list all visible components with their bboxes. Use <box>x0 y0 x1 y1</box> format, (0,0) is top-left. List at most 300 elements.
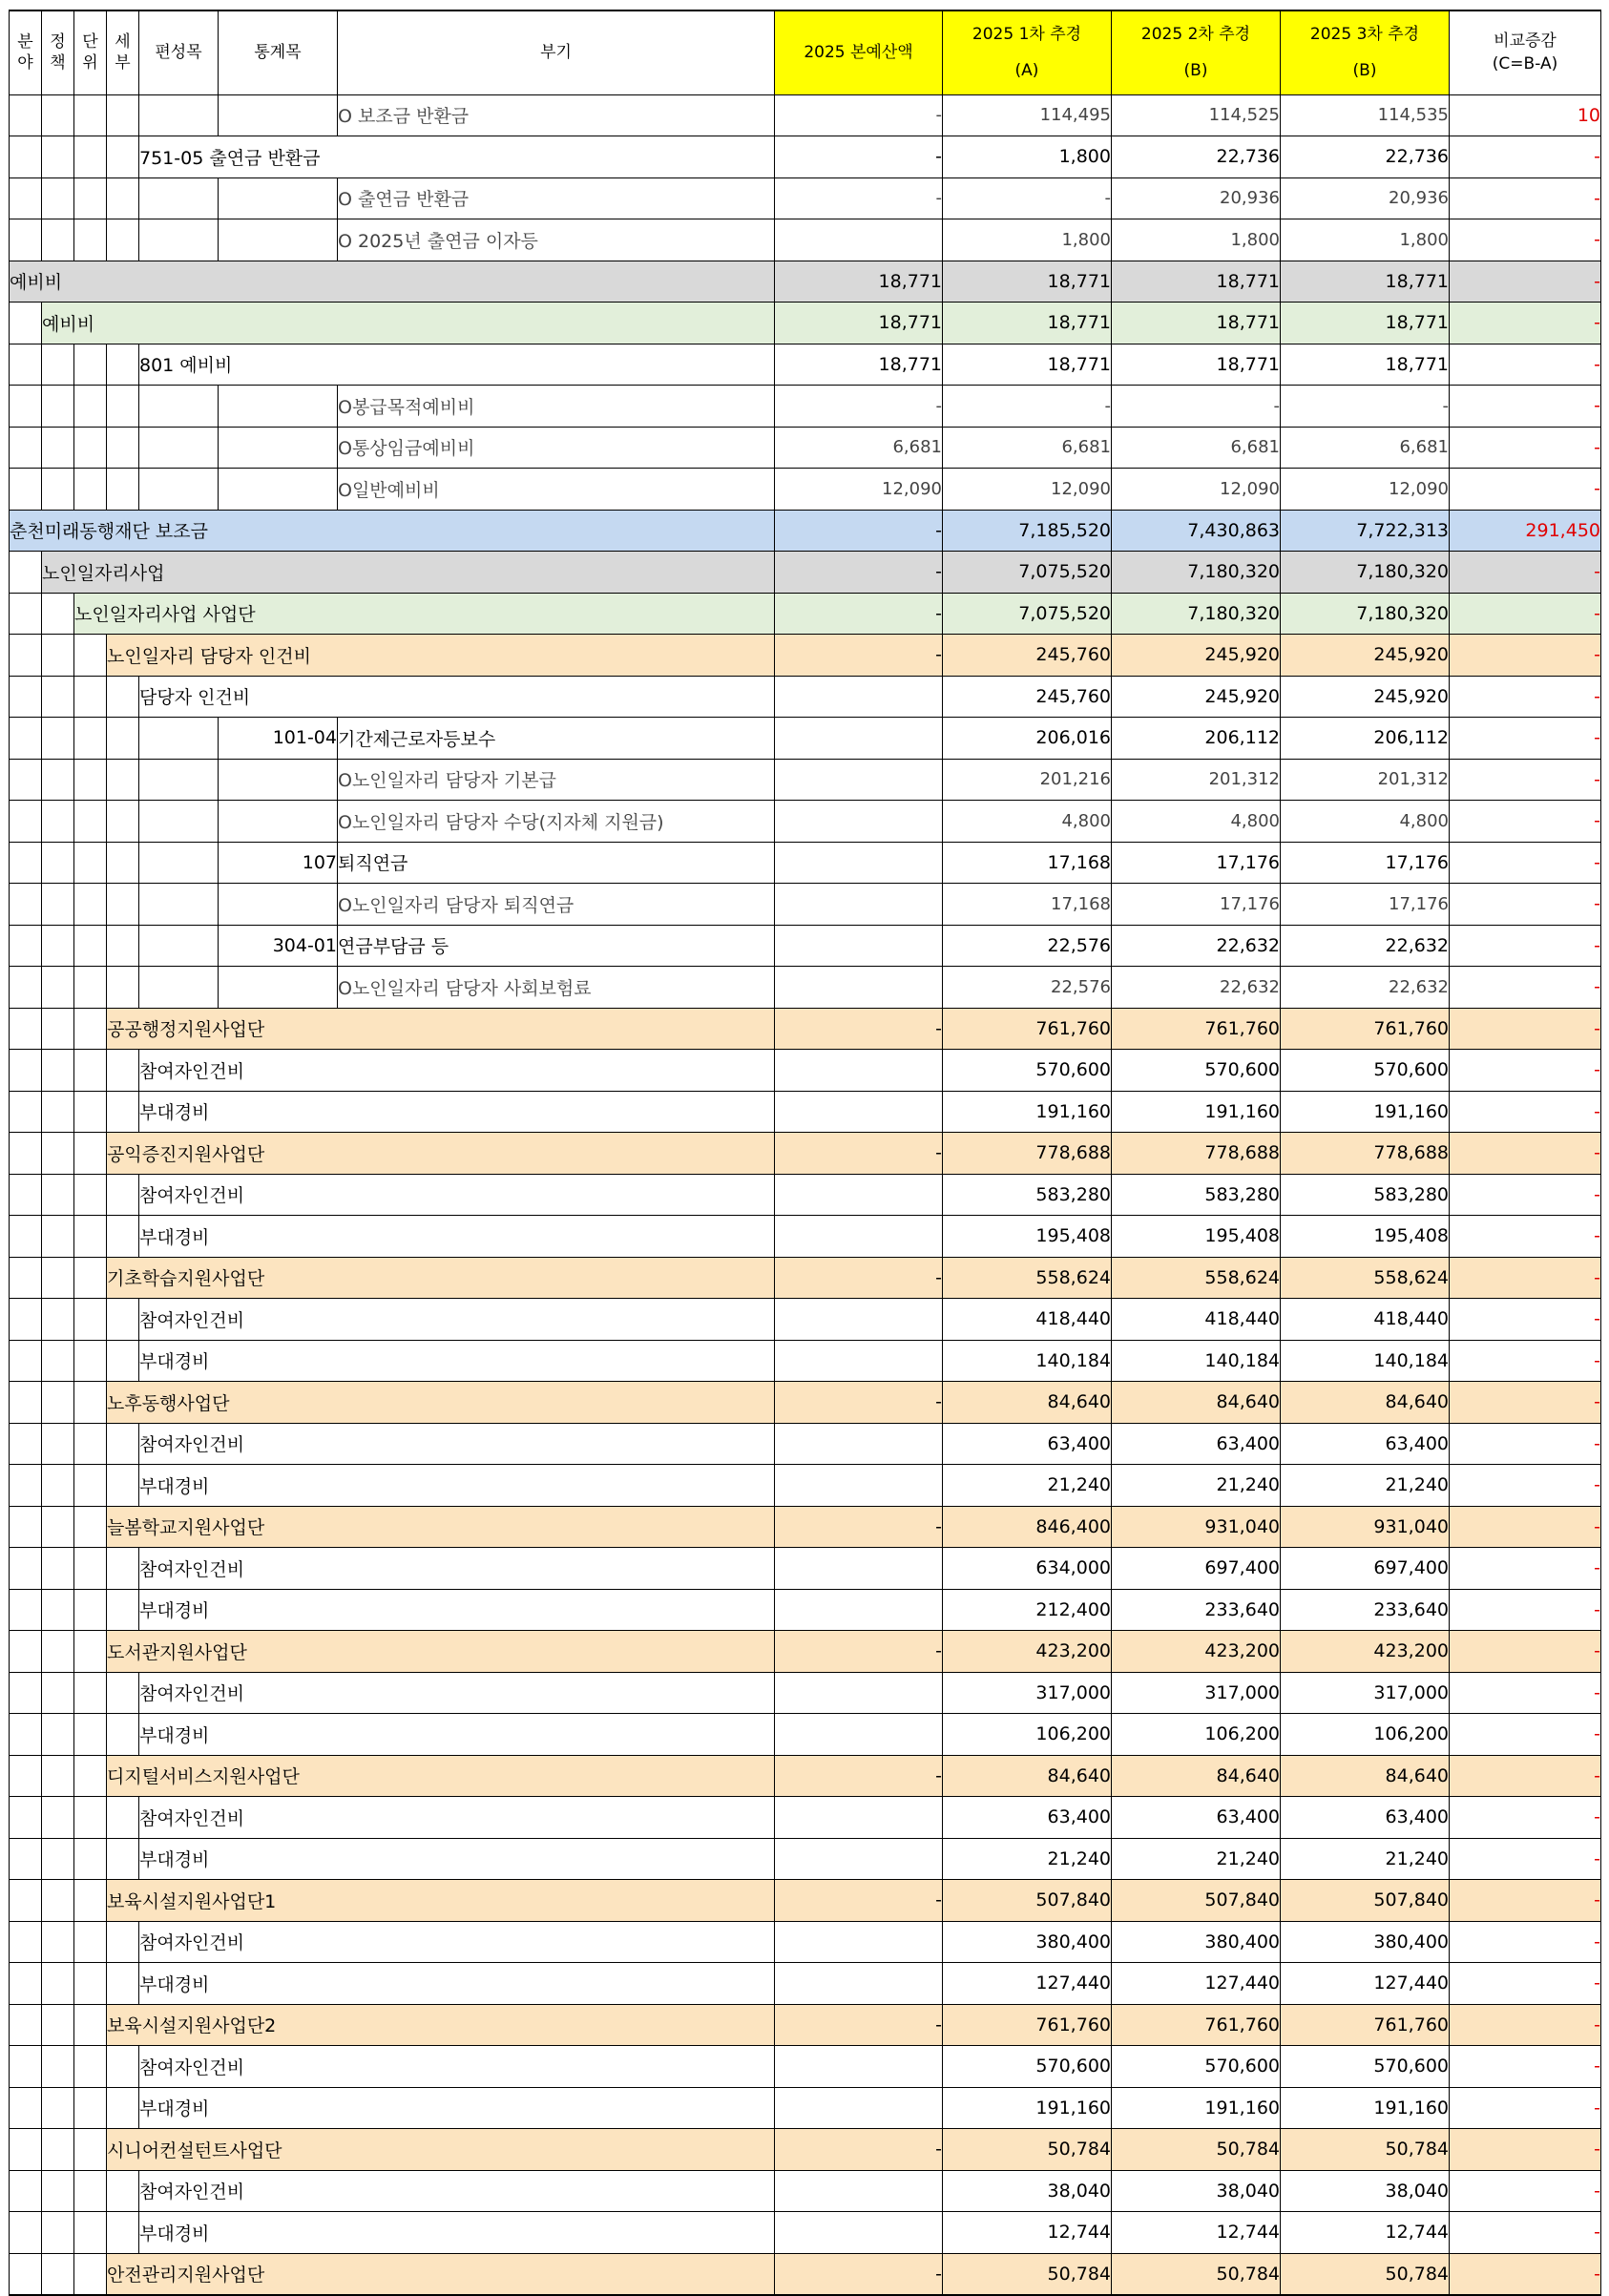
table-row <box>10 219 1601 261</box>
item-label-cell: O 2025년 출연금 이자등 <box>338 219 775 261</box>
indent-cell <box>42 1465 74 1507</box>
indent-cell <box>42 1672 74 1714</box>
supp-3-cell: 21,240 <box>1281 1838 1450 1880</box>
indent-cell <box>219 759 338 801</box>
indent-cell <box>139 94 219 136</box>
indent-cell <box>10 469 42 511</box>
indent-cell <box>10 2212 42 2254</box>
indent-cell <box>107 1216 139 1258</box>
item-label-cell: O노인일자리 담당자 사회보험료 <box>338 967 775 1009</box>
table-row <box>10 1880 1601 1922</box>
supp-2-cell: 4,800 <box>1112 801 1281 843</box>
table-row <box>10 884 1601 926</box>
base-budget-cell <box>775 842 943 884</box>
base-budget-cell <box>775 1299 943 1341</box>
item-label-cell: 부대경비 <box>139 1589 775 1631</box>
indent-cell <box>74 1548 107 1590</box>
indent-cell <box>107 1465 139 1507</box>
indent-cell <box>74 759 107 801</box>
indent-cell <box>42 1257 74 1299</box>
base-budget-cell <box>775 967 943 1009</box>
supp-1-cell: 106,200 <box>943 1714 1112 1756</box>
indent-cell <box>107 1589 139 1631</box>
indent-cell <box>107 177 139 219</box>
indent-cell <box>42 1133 74 1175</box>
indent-cell <box>42 1838 74 1880</box>
indent-cell <box>42 427 74 469</box>
base-budget-cell <box>775 1465 943 1507</box>
table-row <box>10 1257 1601 1299</box>
indent-cell <box>219 967 338 1009</box>
table-row <box>10 1797 1601 1839</box>
table-row <box>10 1755 1601 1797</box>
supp-2-cell: 423,200 <box>1112 1631 1281 1673</box>
supp-2-cell: 761,760 <box>1112 1008 1281 1050</box>
supp-3-cell: 84,640 <box>1281 1382 1450 1424</box>
table-row <box>10 925 1601 967</box>
supp-3-cell: 201,312 <box>1281 759 1450 801</box>
table-row <box>10 2129 1601 2171</box>
indent-cell <box>107 884 139 926</box>
indent-cell <box>10 2129 42 2171</box>
indent-cell <box>107 1921 139 1963</box>
indent-cell <box>10 1174 42 1216</box>
indent-cell <box>42 1174 74 1216</box>
comparison-cell: - <box>1450 1506 1601 1548</box>
supp-3-cell: 7,180,320 <box>1281 593 1450 635</box>
indent-cell <box>42 801 74 843</box>
item-label-cell: 공익증진지원사업단 <box>107 1133 775 1175</box>
item-label-cell: 춘천미래동행재단 보조금 <box>10 510 775 552</box>
indent-cell <box>74 842 107 884</box>
indent-cell <box>107 2212 139 2254</box>
item-label-cell: O 출연금 반환금 <box>338 177 775 219</box>
supp-1-cell: 212,400 <box>943 1589 1112 1631</box>
indent-cell <box>10 1880 42 1922</box>
header-policy: 정책 <box>42 10 74 94</box>
supp-3-cell: - <box>1281 386 1450 428</box>
indent-cell <box>139 801 219 843</box>
base-budget-cell <box>775 1921 943 1963</box>
indent-cell <box>107 718 139 760</box>
supp-2-cell: 114,525 <box>1112 94 1281 136</box>
base-budget-cell <box>775 1714 943 1756</box>
base-budget-cell <box>775 2087 943 2129</box>
item-label-cell: O통상임금예비비 <box>338 427 775 469</box>
table-row <box>10 136 1601 178</box>
item-label-cell: 부대경비 <box>139 1838 775 1880</box>
stat-code-cell: 101-04 <box>219 718 338 760</box>
supp-3-cell: 317,000 <box>1281 1672 1450 1714</box>
header-supp-1: 2025 1차 추경 (A) <box>943 10 1112 94</box>
indent-cell <box>10 1963 42 2005</box>
indent-cell <box>74 2087 107 2129</box>
supp-3-cell: 12,090 <box>1281 469 1450 511</box>
base-budget-cell: 18,771 <box>775 303 943 344</box>
supp-1-cell: 317,000 <box>943 1672 1112 1714</box>
indent-cell <box>10 1672 42 1714</box>
table-row <box>10 1672 1601 1714</box>
table-row <box>10 1714 1601 1756</box>
comparison-cell: - <box>1450 1465 1601 1507</box>
indent-cell <box>42 635 74 677</box>
indent-cell <box>107 1091 139 1133</box>
table-row <box>10 261 1601 303</box>
item-label-cell: O노인일자리 담당자 퇴직연금 <box>338 884 775 926</box>
supp-3-cell: 583,280 <box>1281 1174 1450 1216</box>
indent-cell <box>74 1133 107 1175</box>
comparison-cell: - <box>1450 2212 1601 2254</box>
indent-cell <box>10 801 42 843</box>
base-budget-cell: - <box>775 1008 943 1050</box>
indent-cell <box>10 1506 42 1548</box>
supp-2-cell: 18,771 <box>1112 303 1281 344</box>
comparison-cell: - <box>1450 1589 1601 1631</box>
comparison-cell: - <box>1450 1382 1601 1424</box>
comparison-cell: - <box>1450 718 1601 760</box>
supp-2-cell: 418,440 <box>1112 1299 1281 1341</box>
supp-3-cell: 423,200 <box>1281 1631 1450 1673</box>
item-label-cell: 공공행정지원사업단 <box>107 1008 775 1050</box>
item-label-cell: 참여자인건비 <box>139 2046 775 2088</box>
supp-3-cell: 22,632 <box>1281 967 1450 1009</box>
supp-3-cell: 206,112 <box>1281 718 1450 760</box>
comparison-cell: - <box>1450 1755 1601 1797</box>
indent-cell <box>42 1714 74 1756</box>
supp-3-cell: 114,535 <box>1281 94 1450 136</box>
indent-cell <box>10 718 42 760</box>
supp-3-cell: 4,800 <box>1281 801 1450 843</box>
indent-cell <box>219 94 338 136</box>
supp-2-cell: 191,160 <box>1112 1091 1281 1133</box>
comparison-cell: - <box>1450 676 1601 718</box>
comparison-cell: - <box>1450 1299 1601 1341</box>
supp-3-cell: 84,640 <box>1281 1755 1450 1797</box>
supp-2-cell: 22,632 <box>1112 967 1281 1009</box>
supp-1-cell: 127,440 <box>943 1963 1112 2005</box>
supp-2-cell: 245,920 <box>1112 635 1281 677</box>
supp-2-cell: 7,180,320 <box>1112 593 1281 635</box>
supp-3-cell: 245,920 <box>1281 635 1450 677</box>
comparison-cell: - <box>1450 427 1601 469</box>
indent-cell <box>10 1091 42 1133</box>
indent-cell <box>74 1589 107 1631</box>
base-budget-cell: - <box>775 2129 943 2171</box>
indent-cell <box>139 177 219 219</box>
supp-1-cell: 18,771 <box>943 344 1112 386</box>
base-budget-cell: - <box>775 94 943 136</box>
item-label-cell: 보육시설지원사업단2 <box>107 2004 775 2046</box>
indent-cell <box>107 219 139 261</box>
item-label-cell: 노후동행사업단 <box>107 1382 775 1424</box>
indent-cell <box>10 1589 42 1631</box>
supp-1-cell: 570,600 <box>943 1050 1112 1092</box>
supp-3-cell: 63,400 <box>1281 1797 1450 1839</box>
item-label-cell: 참여자인건비 <box>139 1050 775 1092</box>
supp-2-cell: 84,640 <box>1112 1755 1281 1797</box>
supp-2-cell: 558,624 <box>1112 1257 1281 1299</box>
indent-cell <box>10 1133 42 1175</box>
item-label-cell: O노인일자리 담당자 수당(지자체 지원금) <box>338 801 775 843</box>
supp-2-cell: 507,840 <box>1112 1880 1281 1922</box>
indent-cell <box>42 759 74 801</box>
indent-cell <box>219 801 338 843</box>
indent-cell <box>74 2253 107 2295</box>
comparison-cell: - <box>1450 884 1601 926</box>
comparison-cell: - <box>1450 177 1601 219</box>
item-label-cell: 부대경비 <box>139 2087 775 2129</box>
indent-cell <box>74 469 107 511</box>
indent-cell <box>107 2170 139 2212</box>
indent-cell <box>107 136 139 178</box>
supp-1-cell: 12,090 <box>943 469 1112 511</box>
indent-cell <box>10 1465 42 1507</box>
comparison-cell: - <box>1450 219 1601 261</box>
indent-cell <box>74 2004 107 2046</box>
indent-cell <box>139 386 219 428</box>
indent-cell <box>107 1050 139 1092</box>
supp-1-cell: 63,400 <box>943 1423 1112 1465</box>
supp-2-cell: 50,784 <box>1112 2253 1281 2295</box>
supp-1-cell: 18,771 <box>943 303 1112 344</box>
supp-2-cell: 6,681 <box>1112 427 1281 469</box>
table-row <box>10 2170 1601 2212</box>
table-row <box>10 1548 1601 1590</box>
base-budget-cell <box>775 1589 943 1631</box>
supp-2-cell: 63,400 <box>1112 1423 1281 1465</box>
supp-2-cell: 20,936 <box>1112 177 1281 219</box>
indent-cell <box>74 884 107 926</box>
indent-cell <box>10 1423 42 1465</box>
base-budget-cell <box>775 925 943 967</box>
supp-1-cell: 63,400 <box>943 1797 1112 1839</box>
indent-cell <box>74 386 107 428</box>
indent-cell <box>42 177 74 219</box>
supp-1-cell: 570,600 <box>943 2046 1112 2088</box>
comparison-cell: - <box>1450 1672 1601 1714</box>
supp-2-cell: 17,176 <box>1112 884 1281 926</box>
indent-cell <box>10 1714 42 1756</box>
stat-code-cell: 107 <box>219 842 338 884</box>
indent-cell <box>107 1797 139 1839</box>
comparison-cell: - <box>1450 801 1601 843</box>
comparison-cell: - <box>1450 1423 1601 1465</box>
base-budget-cell: - <box>775 593 943 635</box>
indent-cell <box>74 1382 107 1424</box>
base-budget-cell: - <box>775 635 943 677</box>
indent-cell <box>10 177 42 219</box>
indent-cell <box>107 1963 139 2005</box>
table-row <box>10 1465 1601 1507</box>
base-budget-cell: - <box>775 386 943 428</box>
base-budget-cell: - <box>775 1382 943 1424</box>
comparison-cell: - <box>1450 635 1601 677</box>
budget-table-wrapper <box>9 10 1601 2296</box>
supp-2-cell: 63,400 <box>1112 1797 1281 1839</box>
indent-cell <box>107 2046 139 2088</box>
table-row <box>10 177 1601 219</box>
indent-cell <box>74 136 107 178</box>
indent-cell <box>42 219 74 261</box>
base-budget-cell <box>775 2212 943 2254</box>
indent-cell <box>74 1008 107 1050</box>
supp-1-cell: 50,784 <box>943 2129 1112 2171</box>
table-row <box>10 967 1601 1009</box>
item-label-cell: 참여자인건비 <box>139 1548 775 1590</box>
indent-cell <box>139 842 219 884</box>
supp-2-cell: 18,771 <box>1112 261 1281 303</box>
base-budget-cell <box>775 1963 943 2005</box>
supp-1-cell: 191,160 <box>943 1091 1112 1133</box>
supp-2-cell: - <box>1112 386 1281 428</box>
supp-3-cell: 570,600 <box>1281 2046 1450 2088</box>
indent-cell <box>42 1299 74 1341</box>
item-label-cell: 늘봄학교지원사업단 <box>107 1506 775 1548</box>
comparison-cell: - <box>1450 1133 1601 1175</box>
item-label-cell: O일반예비비 <box>338 469 775 511</box>
base-budget-cell: - <box>775 136 943 178</box>
indent-cell <box>74 1299 107 1341</box>
supp-3-cell: 570,600 <box>1281 1050 1450 1092</box>
indent-cell <box>139 427 219 469</box>
comparison-cell: - <box>1450 1797 1601 1839</box>
table-row <box>10 1050 1601 1092</box>
indent-cell <box>74 1050 107 1092</box>
item-label-cell: 퇴직연금 <box>338 842 775 884</box>
supp-2-cell: 761,760 <box>1112 2004 1281 2046</box>
item-label-cell: 기간제근로자등보수 <box>338 718 775 760</box>
comparison-cell: - <box>1450 2253 1601 2295</box>
indent-cell <box>42 2004 74 2046</box>
indent-cell <box>139 967 219 1009</box>
item-label-cell: 보육시설지원사업단1 <box>107 1880 775 1922</box>
header-supp-3: 2025 3차 추경 (B) <box>1281 10 1450 94</box>
supp-1-cell: 6,681 <box>943 427 1112 469</box>
table-row <box>10 427 1601 469</box>
supp-3-cell: 418,440 <box>1281 1299 1450 1341</box>
indent-cell <box>107 801 139 843</box>
supp-2-cell: 570,600 <box>1112 2046 1281 2088</box>
indent-cell <box>42 1050 74 1092</box>
item-label-cell: 예비비 <box>10 261 775 303</box>
item-label-cell: 노인일자리사업 <box>42 552 775 594</box>
supp-2-cell: 22,736 <box>1112 136 1281 178</box>
table-row <box>10 1631 1601 1673</box>
indent-cell <box>10 427 42 469</box>
supp-3-cell: 507,840 <box>1281 1880 1450 1922</box>
header-supp-2: 2025 2차 추경 (B) <box>1112 10 1281 94</box>
base-budget-cell <box>775 676 943 718</box>
supp-3-cell: 127,440 <box>1281 1963 1450 2005</box>
indent-cell <box>42 2129 74 2171</box>
indent-cell <box>219 177 338 219</box>
indent-cell <box>42 1506 74 1548</box>
supp-3-cell: 12,744 <box>1281 2212 1450 2254</box>
comparison-cell: - <box>1450 967 1601 1009</box>
indent-cell <box>107 469 139 511</box>
supp-2-cell: 106,200 <box>1112 1714 1281 1756</box>
item-label-cell: 751-05 출연금 반환금 <box>139 136 775 178</box>
indent-cell <box>139 759 219 801</box>
indent-cell <box>42 1008 74 1050</box>
indent-cell <box>42 469 74 511</box>
indent-cell <box>74 1797 107 1839</box>
table-row <box>10 510 1601 552</box>
table-row <box>10 1838 1601 1880</box>
header-unit: 단위 <box>74 10 107 94</box>
indent-cell <box>42 136 74 178</box>
supp-1-cell: 7,075,520 <box>943 552 1112 594</box>
base-budget-cell: - <box>775 1755 943 1797</box>
indent-cell <box>42 2046 74 2088</box>
table-row <box>10 1589 1601 1631</box>
supp-2-cell: 233,640 <box>1112 1589 1281 1631</box>
table-row <box>10 303 1601 344</box>
indent-cell <box>10 344 42 386</box>
indent-cell <box>74 427 107 469</box>
indent-cell <box>10 1921 42 1963</box>
supp-1-cell: 114,495 <box>943 94 1112 136</box>
indent-cell <box>10 1838 42 1880</box>
comparison-cell: - <box>1450 1174 1601 1216</box>
indent-cell <box>219 219 338 261</box>
item-label-cell: 노인일자리 담당자 인건비 <box>107 635 775 677</box>
indent-cell <box>74 1880 107 1922</box>
indent-cell <box>219 427 338 469</box>
base-budget-cell <box>775 1797 943 1839</box>
comparison-cell: - <box>1450 1340 1601 1382</box>
comparison-cell: - <box>1450 1548 1601 1590</box>
item-label-cell: 부대경비 <box>139 1340 775 1382</box>
base-budget-cell: - <box>775 1257 943 1299</box>
supp-3-cell: 778,688 <box>1281 1133 1450 1175</box>
supp-1-cell: 38,040 <box>943 2170 1112 2212</box>
item-label-cell: 담당자 인건비 <box>139 676 775 718</box>
item-label-cell: 참여자인건비 <box>139 1797 775 1839</box>
supp-2-cell: 140,184 <box>1112 1340 1281 1382</box>
base-budget-cell: - <box>775 177 943 219</box>
table-row <box>10 1216 1601 1258</box>
supp-3-cell: 38,040 <box>1281 2170 1450 2212</box>
header-row <box>10 10 1601 94</box>
supp-2-cell: 21,240 <box>1112 1838 1281 1880</box>
header-stat-item: 통계목 <box>219 10 338 94</box>
indent-cell <box>10 2253 42 2295</box>
item-label-cell: 부대경비 <box>139 1963 775 2005</box>
table-row <box>10 2212 1601 2254</box>
supp-3-cell: 245,920 <box>1281 676 1450 718</box>
supp-2-cell: 21,240 <box>1112 1465 1281 1507</box>
indent-cell <box>10 303 42 344</box>
item-label-cell: 시니어컨설턴트사업단 <box>107 2129 775 2171</box>
comparison-cell: - <box>1450 1216 1601 1258</box>
supp-3-cell: 761,760 <box>1281 1008 1450 1050</box>
indent-cell <box>74 925 107 967</box>
table-row <box>10 1506 1601 1548</box>
indent-cell <box>42 1797 74 1839</box>
supp-1-cell: 761,760 <box>943 1008 1112 1050</box>
table-row <box>10 759 1601 801</box>
item-label-cell: 참여자인건비 <box>139 1423 775 1465</box>
supp-1-cell: 846,400 <box>943 1506 1112 1548</box>
indent-cell <box>74 635 107 677</box>
supp-3-cell: 233,640 <box>1281 1589 1450 1631</box>
indent-cell <box>219 386 338 428</box>
indent-cell <box>107 1423 139 1465</box>
indent-cell <box>10 1050 42 1092</box>
indent-cell <box>74 1838 107 1880</box>
indent-cell <box>74 1174 107 1216</box>
